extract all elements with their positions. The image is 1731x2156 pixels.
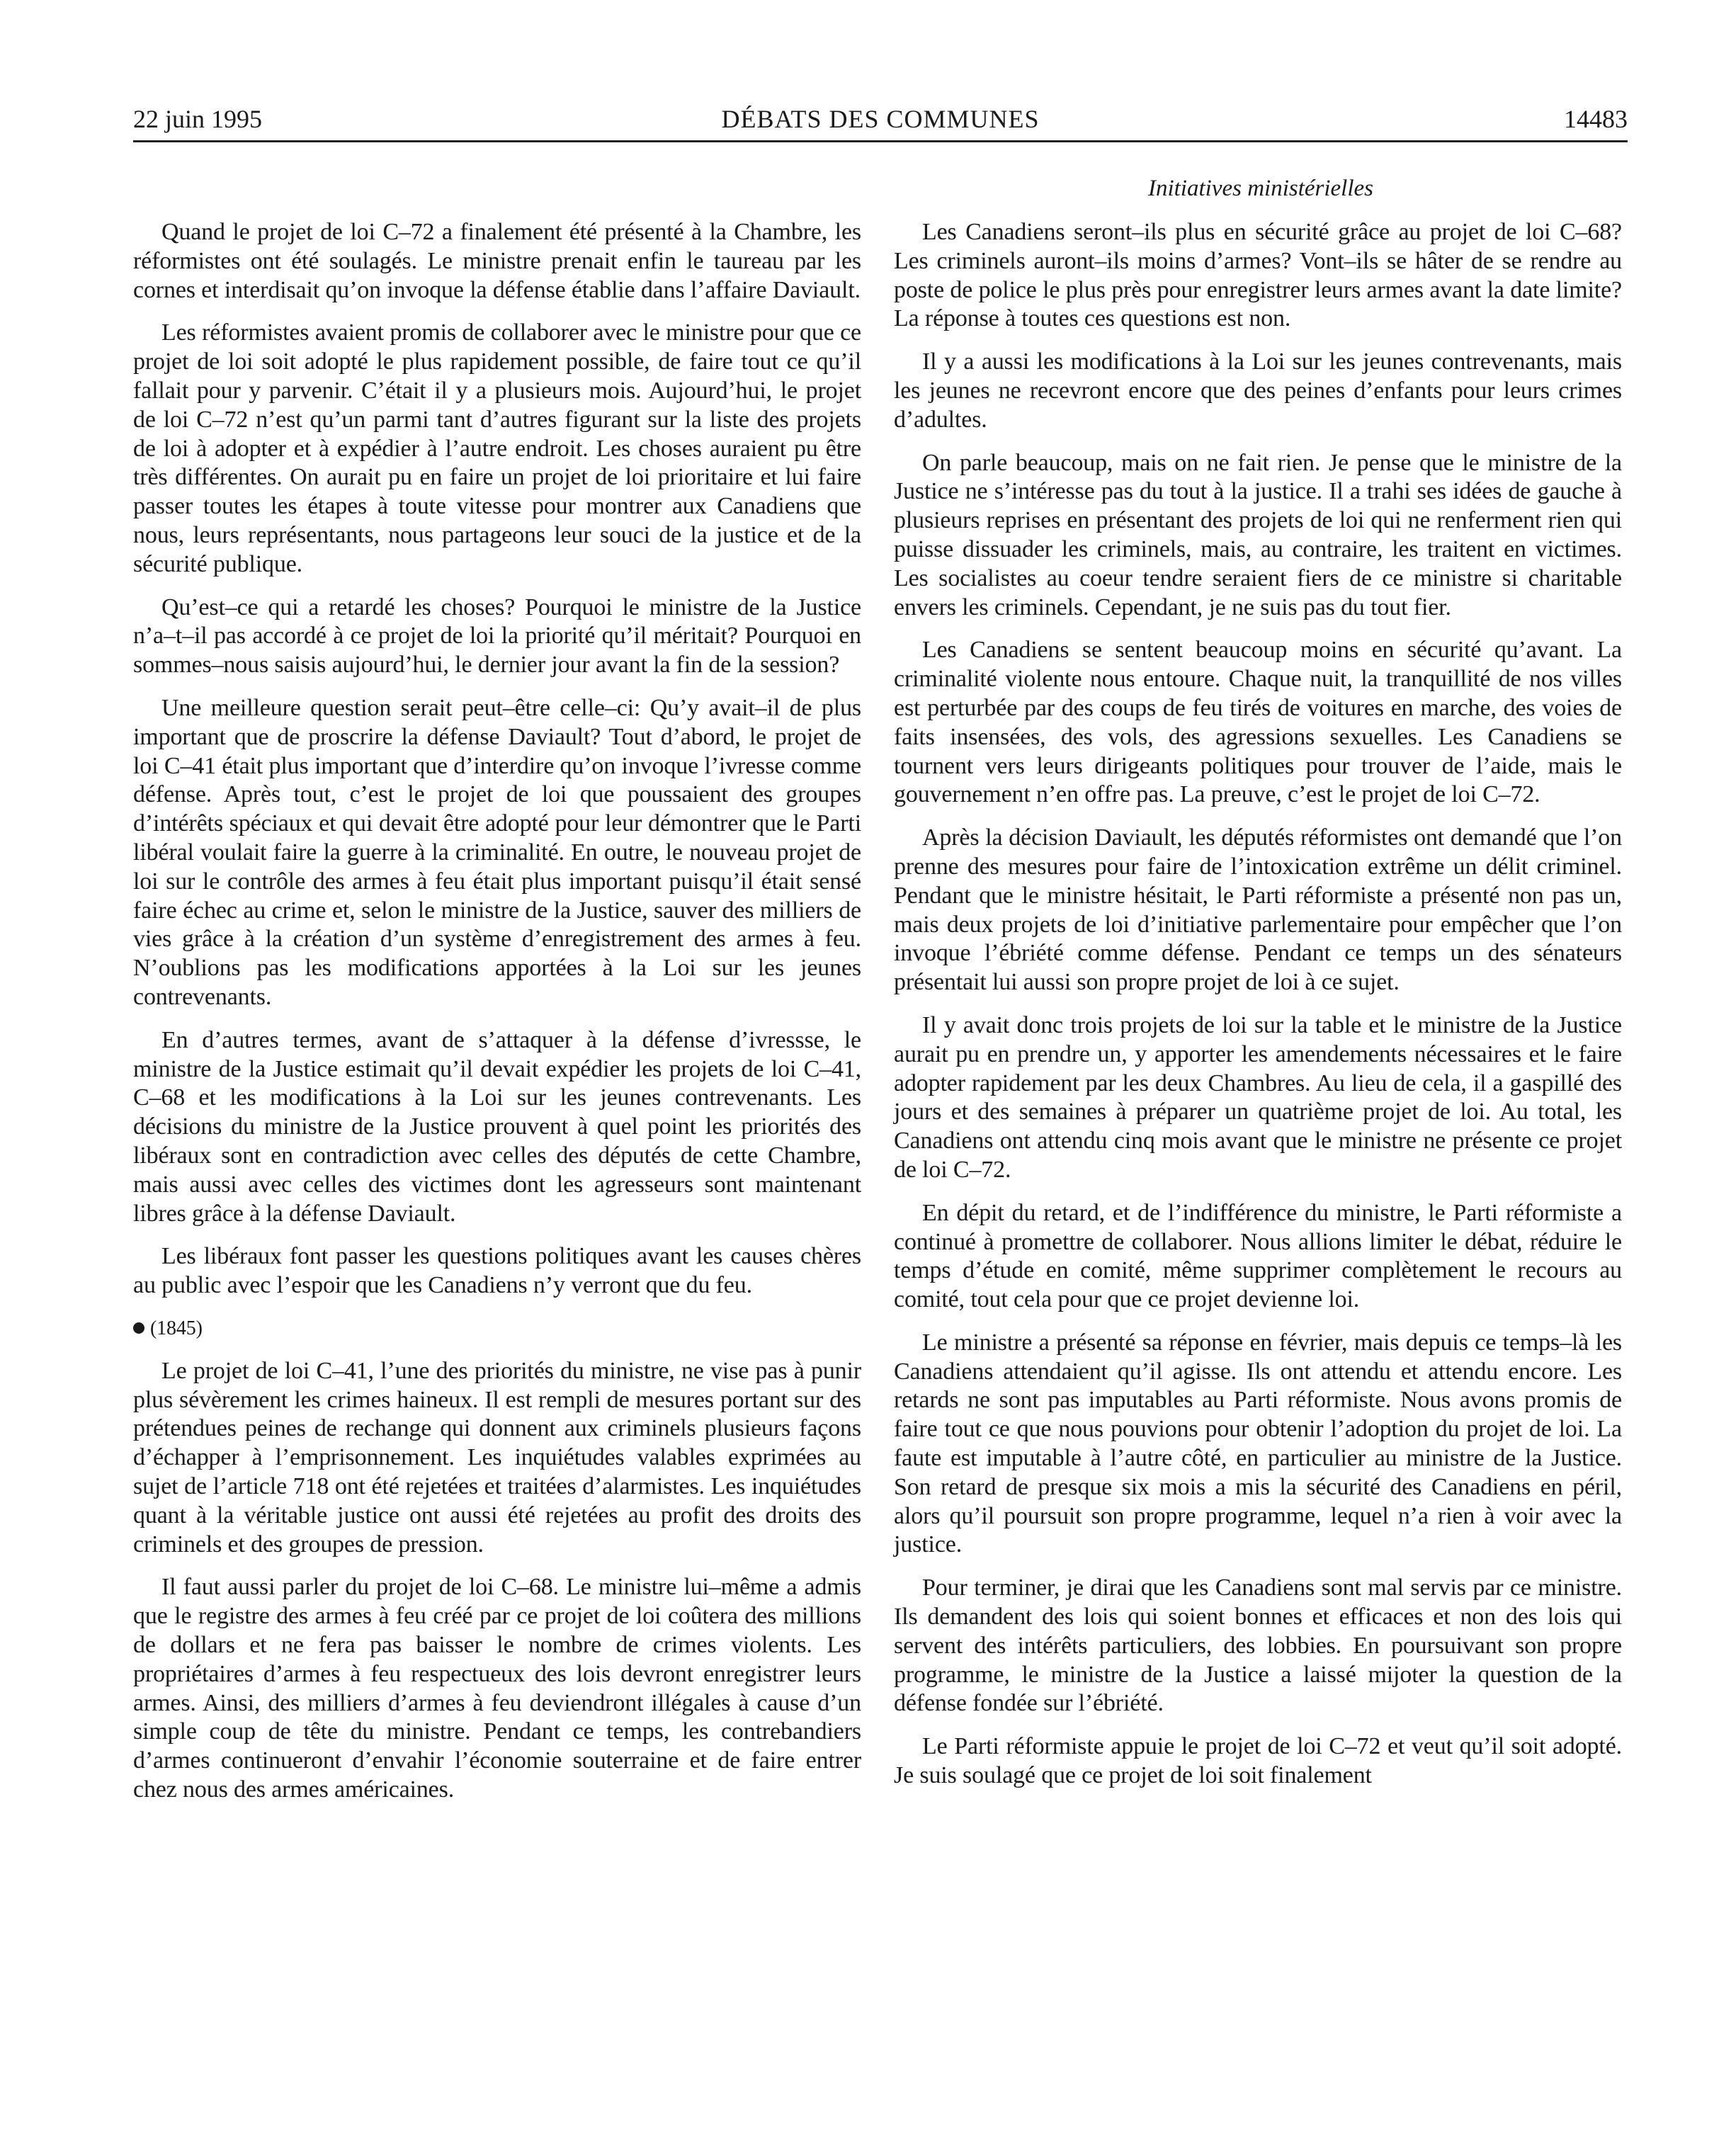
paragraph: Le Parti réformiste appuie le projet de loi C–72 et veut qu’il soit adopté. Je suis soulagé que ce projet de loi soit finalement: [894, 1733, 1622, 1789]
time-marker: [133, 1315, 861, 1343]
paragraph: Après la décision Daviault, les députés réformistes ont demandé que l’on prenne des mesures pour faire de l’intoxication extrême un délit criminel. Pendant que le ministre hésitait, le Parti réformiste a présenté non pas un, mais deux projets de loi d’initiative parlementaire pour empêcher que l’on invoque l’ébriété comme défense. Pendant ce temps un des sénateurs présentait lui aussi son propre projet de loi à ce sujet.: [894, 824, 1622, 996]
page-number: 14483: [1564, 105, 1628, 133]
time-marker-text: (1845): [150, 1317, 203, 1339]
header-date: 22 juin 1995: [133, 105, 263, 133]
paragraph: Le ministre a présenté sa réponse en février, mais depuis ce temps–là les Canadiens attendaient qu’il agisse. Ils ont attendu et attendu encore. Les retards ne sont pas imputables au Parti réformiste. Nous avons promis de faire tout ce que nous pouvions pour obtenir l’adoption du projet de loi. La faute est imputable à l’autre côté, en particulier au ministre de la Justice. Son retard de presque six mois a mis la sécurité des Canadiens en péril, alors qu’il poursuit son propre programme, lequel n’a rien à voir avec la justice.: [894, 1329, 1622, 1558]
paragraph: Les Canadiens seront–ils plus en sécurité grâce au projet de loi C–68? Les criminels auront–ils moins d’armes? Vont–ils se hâter de se rendre au poste de police le plus près pour enregistrer leurs armes avant la date limite? La réponse à toutes ces questions est non.: [894, 219, 1622, 332]
header-rule: [133, 140, 1628, 142]
paragraph: Il y avait donc trois projets de loi sur la table et le ministre de la Justice aurait pu en prendre un, y apporter les amendements nécessaires et le faire adopter rapidement par les deux Chambres. Au lieu de cela, il a gaspillé des jours et des semaines à préparer un quatrième projet de loi. Au total, les Canadiens ont attendu cinq mois avant que le ministre ne présente ce projet de loi C–72.: [894, 1011, 1622, 1183]
paragraph: En dépit du retard, et de l’indifférence du ministre, le Parti réformiste a continué à promettre de collaborer. Nous allions limiter le débat, réduire le temps d’étude en comité, même supprimer complètement le recours au comité, tout cela pour que ce projet devienne loi.: [894, 1199, 1622, 1313]
paragraph: Une meilleure question serait peut–être celle–ci: Qu’y avait–il de plus important que de proscrire la défense Daviault? Tout d’abord, le projet de loi C–41 était plus important que d’interdire qu’on invoque l’ivresse comme défense. Après tout, c’est le projet de loi que poussaient des groupes d’intérêts spéciaux et qui devait être adopté pour leur démontrer que le Parti libéral voulait faire la guerre à la criminalité. En outre, le nouveau projet de loi sur le contrôle des armes à feu était plus important puisqu’il était sensé faire échec au crime et, selon le ministre de la Justice, sauver des milliers de vies grâce à la création d’un système d’enregistrement des armes à feu. N’oublions pas les modifications apportées à la Loi sur les jeunes contrevenants.: [133, 694, 861, 1010]
left-column: [133, 218, 861, 1819]
section-heading: Initiatives ministérielles: [1147, 176, 1374, 201]
paragraph: Il y a aussi les modifications à la Loi sur les jeunes contrevenants, mais les jeunes ne recevront encore que des peines d’enfants pour leurs crimes d’adultes.: [894, 348, 1622, 433]
paragraph: Les libéraux font passer les questions politiques avant les causes chères au public avec l’espoir que les Canadiens n’y verront que du feu.: [133, 1243, 861, 1299]
paragraph: Le projet de loi C–41, l’une des priorités du ministre, ne vise pas à punir plus sévèrement les crimes haineux. Il est rempli de mesures portant sur des prétendues peines de rechange qui donnent aux criminels plusieurs façons d’échapper à l’emprisonnement. Les inquiétudes valables exprimées au sujet de l’article 718 ont été rejetées et traitées d’alarmistes. Les inquiétudes quant à la véritable justice ont aussi été rejetées au profit des droits des criminels et des groupes de pression.: [133, 1357, 861, 1558]
paragraph: Les réformistes avaient promis de collaborer avec le ministre pour que ce projet de loi soit adopté le plus rapidement possible, de faire tout ce qu’il fallait pour y parvenir. C’était il y a plusieurs mois. Aujourd’hui, le projet de loi C–72 n’est qu’un parmi tant d’autres figurant sur la liste des projets de loi à adopter et à expédier à l’autre endroit. Les choses auraient pu être très différentes. On aurait pu en faire un projet de loi prioritaire et lui faire passer toutes les étapes à toute vitesse pour montrer aux Canadiens que nous, leurs représentants, nous partageons leur souci de la justice et de la sécurité publique.: [133, 319, 861, 577]
paragraph: On parle beaucoup, mais on ne fait rien. Je pense que le ministre de la Justice ne s’intéresse pas du tout à la justice. Il a trahi ses idées de gauche à plusieurs reprises en présentant des projets de loi qui ne renferment rien qui puisse dissuader les criminels, mais, au contraire, les traitent en victimes. Les socialistes au coeur tendre seraient fiers de ce ministre si charitable envers les criminels. Cependant, je ne suis pas du tout fier.: [894, 449, 1622, 620]
bullet-icon: [133, 1322, 144, 1334]
journal-title: DÉBATS DES COMMUNES: [721, 105, 1040, 133]
paragraph: Pour terminer, je dirai que les Canadiens sont mal servis par ce ministre. Ils demandent des lois qui soient bonnes et efficaces et non des lois qui servent des intérêts particuliers, des lobbies. En poursuivant son propre programme, le ministre de la Justice a laissé mijoter la question de la défense fondée sur l’ébriété.: [894, 1575, 1622, 1717]
paragraph: Il faut aussi parler du projet de loi C–68. Le ministre lui–même a admis que le registre des armes à feu créé par ce projet de loi coûtera des millions de dollars et ne fera pas baisser le nombre de crimes violents. Les propriétaires d’armes à feu respectueux des lois devront enregistrer leurs armes. Ainsi, des milliers d’armes à feu deviendront illégales à cause d’un simple coup de tête du ministre. Pendant ce temps, les contrebandiers d’armes continueront d’envahir l’économie souterraine et de faire entrer chez nous des armes américaines.: [133, 1574, 861, 1803]
right-column: [894, 218, 1622, 1805]
running-header: [133, 99, 1628, 139]
paragraph: En d’autres termes, avant de s’attaquer à la défense d’ivressse, le ministre de la Justice estimait qu’il devait expédier les projets de loi C–41, C–68 et les modifications à la Loi sur les jeunes contrevenants. Les décisions du ministre de la Justice prouvent à quel point les priorités des libéraux sont en contradiction avec celles des députés de cette Chambre, mais aussi avec celles des victimes dont les agresseurs sont maintenant libres grâce à la défense Daviault.: [133, 1026, 861, 1227]
paragraph: Quand le projet de loi C–72 a finalement été présenté à la Chambre, les réformistes ont été soulagés. Le ministre prenait enfin le taureau par les cornes et interdisait qu’on invoque la défense établie dans l’affaire Daviault.: [133, 219, 861, 303]
paragraph: Les Canadiens se sentent beaucoup moins en sécurité qu’avant. La criminalité violente nous entoure. Chaque nuit, la tranquillité de nos villes est perturbée par des coups de feu tirés de voitures en marche, des voies de faits insensées, des vols, des agressions sexuelles. Les Canadiens se tournent vers leurs dirigeants politiques pour trouver de l’aide, mais le gouvernement n’en offre pas. La preuve, c’est le projet de loi C–72.: [894, 637, 1622, 808]
paragraph: Qu’est–ce qui a retardé les choses? Pourquoi le ministre de la Justice n’a–t–il pas accordé à ce projet de loi la priorité qu’il méritait? Pourquoi en sommes–nous saisis aujourd’hui, le dernier jour avant la fin de la session?: [133, 594, 861, 679]
